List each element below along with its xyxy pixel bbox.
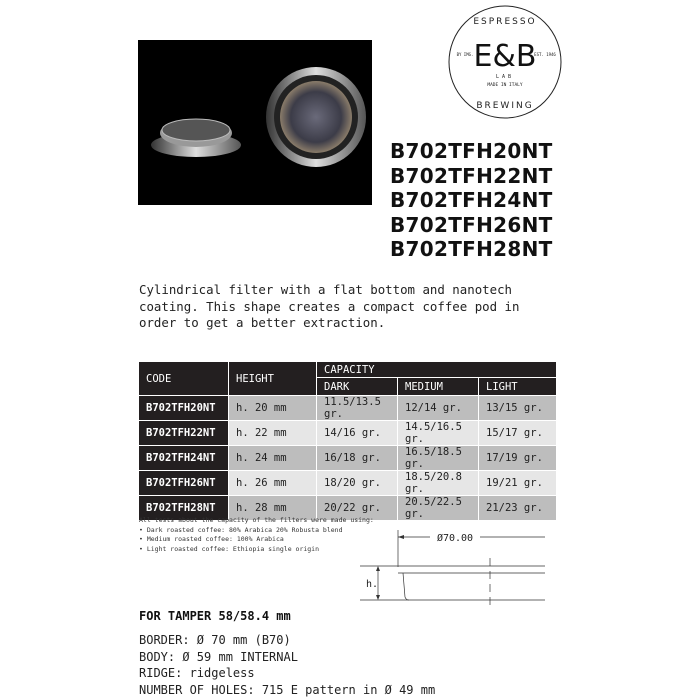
cell-dark: 20/22 gr. (317, 496, 398, 521)
cell-height: h. 24 mm (229, 446, 317, 471)
capacity-table (138, 361, 557, 521)
cell-light: 13/15 gr. (479, 396, 557, 421)
cell-height: h. 28 mm (229, 496, 317, 521)
cell-code: B702TFH28NT (139, 496, 229, 521)
cell-code: B702TFH26NT (139, 471, 229, 496)
cell-medium: 18.5/20.8 gr. (398, 471, 479, 496)
cell-medium: 20.5/22.5 gr. (398, 496, 479, 521)
table-row (139, 471, 557, 496)
header-dark: DARK (317, 378, 398, 396)
cell-height: h. 20 mm (229, 396, 317, 421)
svg-text:BY IMG.: BY IMG. (456, 52, 474, 57)
product-code: B702TFH24NT (390, 188, 553, 212)
header-medium: MEDIUM (398, 378, 479, 396)
table-row (139, 446, 557, 471)
filter-baskets-image (138, 40, 372, 205)
product-code: B702TFH26NT (390, 212, 553, 237)
table-row (139, 396, 557, 421)
cell-dark: 11.5/13.5 gr. (317, 396, 398, 421)
svg-text:h.: h. (366, 579, 379, 590)
cell-dark: 14/16 gr. (317, 421, 398, 446)
note-line: • Light roasted coffee: Ethiopia single origin (139, 544, 320, 553)
technical-drawing (355, 525, 545, 610)
header-code: CODE (139, 362, 229, 396)
header-capacity: CAPACITY (317, 362, 557, 378)
svg-text:BREWING: BREWING (476, 101, 534, 111)
cell-light: 21/23 gr. (479, 496, 557, 521)
cell-code: B702TFH20NT (139, 396, 229, 421)
svg-text:EST. 1946: EST. 1946 (534, 52, 556, 57)
tamper-size: FOR TAMPER 58/58.4 mm (139, 609, 291, 623)
cell-code: B702TFH22NT (139, 421, 229, 446)
svg-text:MADE IN ITALY: MADE IN ITALY (487, 83, 523, 88)
product-code: B702TFH28NT (390, 237, 553, 261)
cell-light: 17/19 gr. (479, 446, 557, 471)
cell-dark: 18/20 gr. (317, 471, 398, 496)
note-line: • Medium roasted coffee: 100% Arabica (139, 535, 284, 543)
product-codes (390, 139, 553, 262)
note-line: • Dark roasted coffee: 80% Arabica 20% Robusta blend (139, 525, 343, 534)
cell-light: 15/17 gr. (479, 421, 557, 446)
svg-text:E&B: E&B (473, 39, 537, 74)
spec-holes: NUMBER OF HOLES: 715 E pattern in Ø 49 mm (139, 682, 436, 697)
cell-code: B702TFH24NT (139, 446, 229, 471)
cell-medium: 12/14 gr. (398, 396, 479, 421)
specifications (139, 632, 435, 698)
svg-text:LAB: LAB (495, 74, 515, 80)
header-height: HEIGHT (229, 362, 317, 396)
cell-light: 19/21 gr. (479, 471, 557, 496)
product-code: B702TFH20NT (390, 139, 553, 163)
svg-text:ESPRESSO: ESPRESSO (473, 17, 537, 27)
cell-height: h. 22 mm (229, 421, 317, 446)
spec-ridge: RIDGE: ridgeless (139, 666, 255, 680)
cell-dark: 16/18 gr. (317, 446, 398, 471)
table-row (139, 421, 557, 446)
product-description: Cylindrical filter with a flat bottom and nanotech coating. This shape creates a compact coffee pod in order to get a better extraction. (139, 282, 520, 330)
note-line: All tests about the capacity of the filters were made using: (139, 516, 374, 524)
product-code: B702TFH22NT (390, 163, 553, 188)
espresso-brewing-logo (447, 4, 563, 120)
cell-medium: 14.5/16.5 gr. (398, 421, 479, 446)
cell-medium: 16.5/18.5 gr. (398, 446, 479, 471)
header-light: LIGHT (479, 378, 557, 396)
cell-height: h. 26 mm (229, 471, 317, 496)
svg-text:Ø70.00: Ø70.00 (436, 533, 474, 544)
spec-border: BORDER: Ø 70 mm (B70) (139, 633, 291, 647)
product-photo (138, 40, 372, 205)
test-notes (139, 516, 374, 554)
spec-body: BODY: Ø 59 mm INTERNAL (139, 649, 298, 664)
